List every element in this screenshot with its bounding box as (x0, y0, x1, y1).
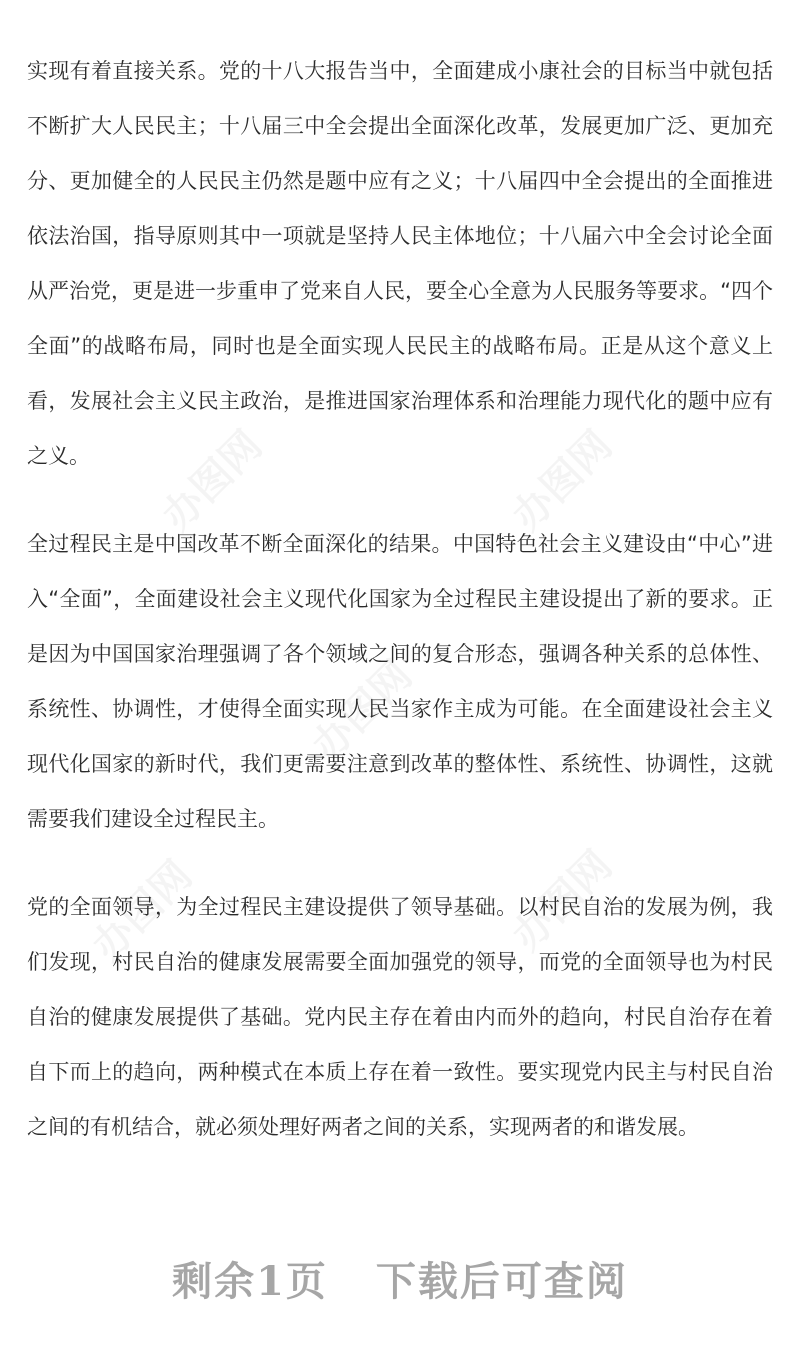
remaining-pages-label: 剩余1页 (172, 1258, 328, 1305)
download-prompt-banner[interactable] (0, 1250, 800, 1307)
document-body (27, 44, 773, 1155)
download-prompt-label: 下载后可查阅 (375, 1258, 628, 1305)
paragraph-3: 党的全面领导，为全过程民主建设提供了领导基础。以村民自治的发展为例，我们发现，村民自治的健康发展需要全面加强党的领导，而党的全面领导也为村民自治的健康发展提供了基础。党内民主存在着由内而外的趋向，村民自治存在着自下而上的趋向，两种模式在本质上存在着一致性。要实现党内民主与村民自治之间的有机结合，就必须处理好两者之间的关系，实现两者的和谐发展。 (27, 895, 773, 1139)
paragraph-2: 全过程民主是中国改革不断全面深化的结果。中国特色社会主义建设由“中心”进入“全面”，全面建设社会主义现代化国家为全过程民主建设提出了新的要求。正是因为中国国家治理强调了各个领域之间的复合形态，强调各种关系的总体性、系统性、协调性，才使得全面实现人民当家作主成为可能。在全面建设社会主义现代化国家的新时代，我们更需要注意到改革的整体性、系统性、协调性，这就需要我们建设全过程民主。 (27, 532, 773, 831)
paragraph-1: 实现有着直接关系。党的十八大报告当中，全面建成小康社会的目标当中就包括不断扩大人民民主；十八届三中全会提出全面深化改革，发展更加广泛、更加充分、更加健全的人民民主仍然是题中应有之义；十八届四中全会提出的全面推进依法治国，指导原则其中一项就是坚持人民主体地位；十八届六中全会讨论全面从严治党，更是进一步重申了党来自人民，要全心全意为人民服务等要求。“四个全面”的战略布局，同时也是全面实现人民民主的战略布局。正是从这个意义上看，发展社会主义民主政治，是推进国家治理体系和治理能力现代化的题中应有之义。 (27, 59, 773, 468)
